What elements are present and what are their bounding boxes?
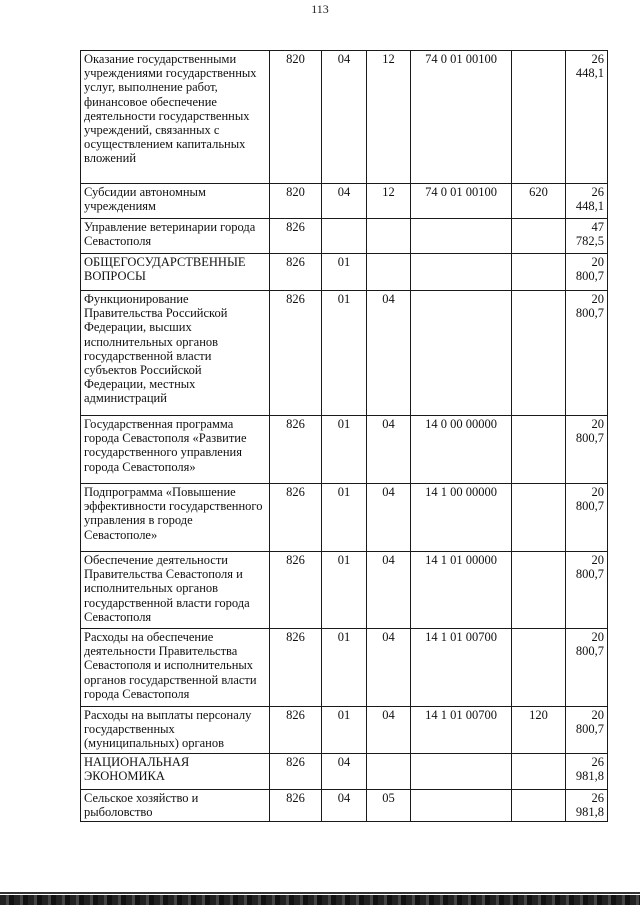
cell-amount: 20 800,7 bbox=[566, 552, 608, 629]
cell-amount: 26 448,1 bbox=[566, 184, 608, 219]
cell-target-article: 14 1 01 00700 bbox=[411, 707, 512, 754]
cell-target-article bbox=[411, 291, 512, 416]
cell-amount: 20 800,7 bbox=[566, 254, 608, 291]
cell-section-code: 01 bbox=[322, 484, 367, 552]
cell-expense-type bbox=[512, 51, 566, 184]
table-row bbox=[81, 416, 608, 484]
cell-dept-code: 826 bbox=[270, 552, 322, 629]
cell-expense-type bbox=[512, 219, 566, 254]
cell-amount: 20 800,7 bbox=[566, 291, 608, 416]
cell-target-article: 14 0 00 00000 bbox=[411, 416, 512, 484]
cell-amount: 20 800,7 bbox=[566, 416, 608, 484]
cell-section-code: 04 bbox=[322, 51, 367, 184]
cell-name: Оказание государственными учреждениями государственных услуг, выполнение работ, финансовое обеспечение деятельности государственных учреждений, связанных с осуществлением капитальных вложений bbox=[81, 51, 270, 184]
table-row bbox=[81, 707, 608, 754]
cell-expense-type bbox=[512, 629, 566, 707]
cell-target-article bbox=[411, 219, 512, 254]
cell-amount: 26 981,8 bbox=[566, 753, 608, 789]
cell-dept-code: 826 bbox=[270, 484, 322, 552]
table-row bbox=[81, 753, 608, 789]
cell-section-code bbox=[322, 219, 367, 254]
cell-dept-code: 820 bbox=[270, 184, 322, 219]
table-row bbox=[81, 291, 608, 416]
cell-dept-code: 826 bbox=[270, 416, 322, 484]
cell-expense-type bbox=[512, 416, 566, 484]
cell-dept-code: 826 bbox=[270, 753, 322, 789]
table-row bbox=[81, 184, 608, 219]
cell-section-code: 01 bbox=[322, 552, 367, 629]
cell-subsection-code bbox=[367, 219, 411, 254]
cell-section-code: 01 bbox=[322, 707, 367, 754]
cell-subsection-code: 04 bbox=[367, 629, 411, 707]
cell-amount: 20 800,7 bbox=[566, 484, 608, 552]
cell-section-code: 04 bbox=[322, 789, 367, 821]
cell-dept-code: 826 bbox=[270, 254, 322, 291]
cell-target-article: 14 1 01 00000 bbox=[411, 552, 512, 629]
cell-subsection-code: 04 bbox=[367, 484, 411, 552]
cell-name: Функционирование Правительства Российской Федерации, высших исполнительных органов государственной власти субъектов Российской Федерации, местных администраций bbox=[81, 291, 270, 416]
cell-subsection-code: 12 bbox=[367, 51, 411, 184]
table-row bbox=[81, 254, 608, 291]
cell-subsection-code: 04 bbox=[367, 552, 411, 629]
cell-target-article bbox=[411, 789, 512, 821]
cell-target-article: 74 0 01 00100 bbox=[411, 51, 512, 184]
cell-section-code: 01 bbox=[322, 629, 367, 707]
cell-target-article bbox=[411, 254, 512, 291]
table-row bbox=[81, 219, 608, 254]
cell-expense-type bbox=[512, 552, 566, 629]
scan-bottom-edge bbox=[0, 895, 640, 905]
page-number: 113 bbox=[311, 2, 329, 16]
cell-expense-type bbox=[512, 291, 566, 416]
cell-subsection-code: 05 bbox=[367, 789, 411, 821]
table-row bbox=[81, 552, 608, 629]
cell-section-code: 04 bbox=[322, 753, 367, 789]
cell-expense-type: 620 bbox=[512, 184, 566, 219]
cell-section-code: 04 bbox=[322, 184, 367, 219]
cell-target-article bbox=[411, 753, 512, 789]
cell-name: ОБЩЕГОСУДАРСТВЕННЫЕ ВОПРОСЫ bbox=[81, 254, 270, 291]
cell-name: Расходы на обеспечение деятельности Правительства Севастополя и исполнительных органов государственной власти города Севастополя bbox=[81, 629, 270, 707]
cell-dept-code: 826 bbox=[270, 291, 322, 416]
cell-dept-code: 826 bbox=[270, 789, 322, 821]
cell-dept-code: 826 bbox=[270, 629, 322, 707]
cell-name: Управление ветеринарии города Севастополя bbox=[81, 219, 270, 254]
cell-name: Государственная программа города Севастополя «Развитие государственного управления города Севастополя» bbox=[81, 416, 270, 484]
cell-expense-type bbox=[512, 484, 566, 552]
cell-name: Субсидии автономным учреждениям bbox=[81, 184, 270, 219]
cell-amount: 47 782,5 bbox=[566, 219, 608, 254]
cell-amount: 26 448,1 bbox=[566, 51, 608, 184]
cell-name: Расходы на выплаты персоналу государственных (муниципальных) органов bbox=[81, 707, 270, 754]
cell-subsection-code: 12 bbox=[367, 184, 411, 219]
cell-expense-type bbox=[512, 753, 566, 789]
cell-target-article: 14 1 00 00000 bbox=[411, 484, 512, 552]
cell-subsection-code: 04 bbox=[367, 416, 411, 484]
cell-amount: 26 981,8 bbox=[566, 789, 608, 821]
cell-target-article: 14 1 01 00700 bbox=[411, 629, 512, 707]
table-row bbox=[81, 629, 608, 707]
cell-name: Сельское хозяйство и рыболовство bbox=[81, 789, 270, 821]
cell-dept-code: 826 bbox=[270, 219, 322, 254]
table-row bbox=[81, 484, 608, 552]
cell-subsection-code bbox=[367, 254, 411, 291]
cell-amount: 20 800,7 bbox=[566, 629, 608, 707]
cell-expense-type bbox=[512, 789, 566, 821]
cell-target-article: 74 0 01 00100 bbox=[411, 184, 512, 219]
cell-expense-type bbox=[512, 254, 566, 291]
cell-dept-code: 826 bbox=[270, 707, 322, 754]
budget-table-body bbox=[81, 51, 608, 822]
cell-subsection-code: 04 bbox=[367, 707, 411, 754]
cell-name: Подпрограмма «Повышение эффективности государственного управления в городе Севастополе» bbox=[81, 484, 270, 552]
budget-table bbox=[80, 50, 608, 822]
cell-section-code: 01 bbox=[322, 291, 367, 416]
cell-name: Обеспечение деятельности Правительства Севастополя и исполнительных органов государственной власти города Севастополя bbox=[81, 552, 270, 629]
cell-expense-type: 120 bbox=[512, 707, 566, 754]
cell-amount: 20 800,7 bbox=[566, 707, 608, 754]
table-row bbox=[81, 51, 608, 184]
cell-section-code: 01 bbox=[322, 254, 367, 291]
table-row bbox=[81, 789, 608, 821]
cell-subsection-code: 04 bbox=[367, 291, 411, 416]
cell-section-code: 01 bbox=[322, 416, 367, 484]
cell-subsection-code bbox=[367, 753, 411, 789]
cell-dept-code: 820 bbox=[270, 51, 322, 184]
cell-name: НАЦИОНАЛЬНАЯ ЭКОНОМИКА bbox=[81, 753, 270, 789]
